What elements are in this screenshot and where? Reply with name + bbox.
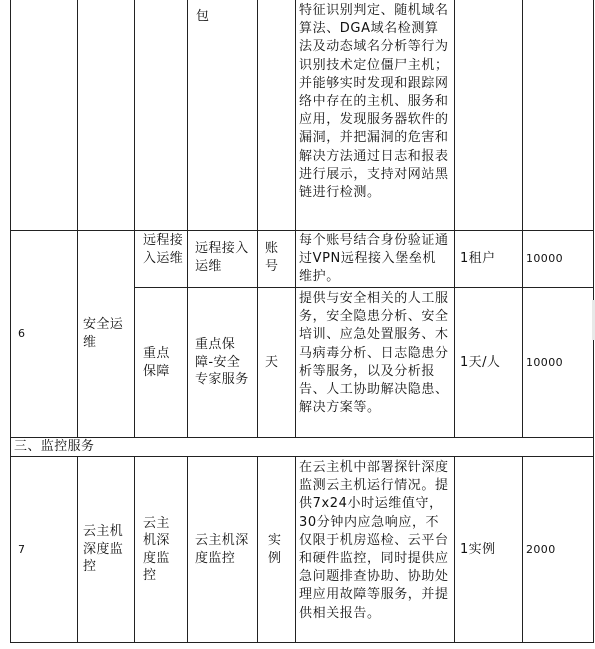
cell-row-number: 7 [18,542,26,556]
cell-service-name: 重点保障-安全专家服务 [195,337,249,388]
row-divider [10,437,594,438]
col-divider [134,456,135,643]
service-pricing-table [10,0,594,643]
cell-description: 特征识别判定、随机域名算法、DGA域名检测算法及动态域名分析等行为识别技术定位僵尸主机；并能够实时发现和跟踪网络中存在的主机、服务和应用，发现服务器软件的漏洞，并把漏洞的危害和解决方法通过日志和报表进行展示，支持对网站黑链进行检测。 [299,3,449,201]
col-divider [77,0,78,437]
section-header: 三、监控服务 [14,439,95,455]
col-divider [257,0,258,437]
cell-quantity: 1租户 [460,251,496,267]
cell-service-name: 远程接入运维 [195,241,249,274]
cell-service-type: 远程接入运维 [143,233,184,266]
col-divider [257,456,258,643]
table-left-border [10,0,11,643]
cell-service-type: 重点保障 [143,346,170,379]
cell-description: 提供与安全相关的人工服务，安全隐患分析、安全培训、应急处置服务、木马病毒分析、日志隐患分析等服务，以及分析报告、人工协助解决隐患、解决方案等。 [299,291,449,416]
cell-price: 10000 [526,355,563,369]
cell-description: 每个账号结合身份验证通过VPN远程接入堡垒机维护。 [299,233,449,285]
cell-service-type: 云主机深度监控 [143,515,170,583]
col-divider [522,0,523,437]
cell-unit: 天 [265,354,279,370]
col-divider [77,456,78,643]
cell-unit: 实例 [268,533,282,566]
cell-row-number: 6 [18,326,26,340]
cell-quantity: 1实例 [460,541,496,557]
col-divider [454,0,455,437]
cell-category: 安全运维 [83,317,124,350]
cell-description: 在云主机中部署探针深度监测云主机运行情况。提供7x24小时运维值守，30分钟内应急响应，不仅限于机房巡检、云平台和硬件监控，同时提供应急问题排查协助、协助处理应用故障等服务，并提供相关报告。 [299,460,449,621]
cell-category: 云主机深度监控 [83,524,124,575]
col-divider [522,456,523,643]
cell-service-name: 云主机深度监控 [195,533,249,566]
cell-quantity: 1天/人 [460,354,501,370]
col-divider [295,456,296,643]
cell-price: 2000 [526,542,556,556]
col-divider [454,456,455,643]
col-divider [295,0,296,437]
col-divider [134,0,135,437]
col-divider [187,456,188,643]
col-divider [187,0,188,437]
cell-unit: 账号 [265,241,279,274]
table-bottom-border [10,642,594,643]
cell-service-name: 包 [196,9,210,24]
cell-price: 10000 [526,252,563,266]
